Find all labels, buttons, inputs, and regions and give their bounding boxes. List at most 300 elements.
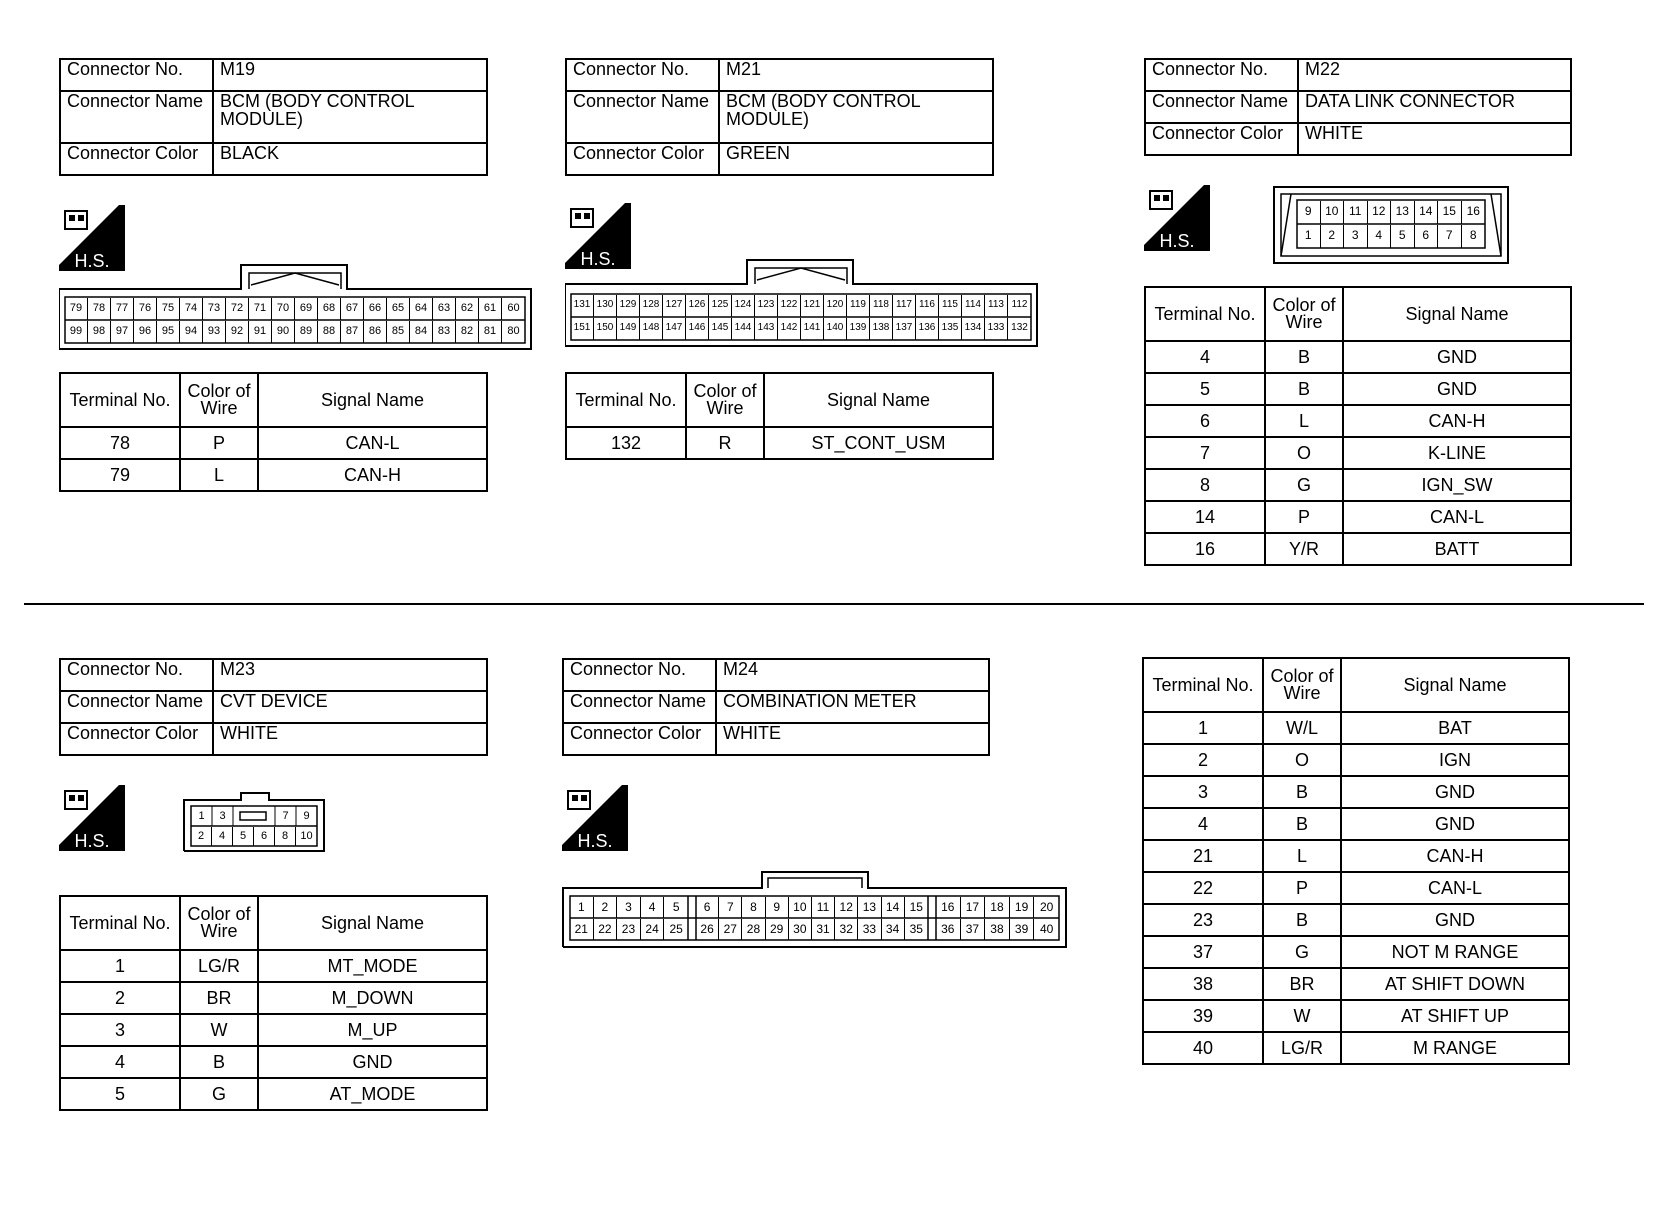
signal-name-header: Signal Name bbox=[1341, 658, 1569, 712]
pin: 26 bbox=[696, 919, 719, 940]
pin: 19 bbox=[1010, 897, 1035, 918]
pin: 84 bbox=[410, 321, 433, 343]
pin: 7 bbox=[1438, 225, 1462, 248]
pin: 92 bbox=[226, 321, 249, 343]
wire-color: B bbox=[180, 1046, 258, 1078]
wire-color: W/L bbox=[1263, 712, 1341, 744]
terminal-no: 14 bbox=[1145, 501, 1265, 533]
m22-connector-name: DATA LINK CONNECTOR bbox=[1298, 91, 1571, 123]
pin: 80 bbox=[507, 325, 520, 337]
m24-pins-bottom-b bbox=[696, 919, 928, 940]
hs-icon bbox=[59, 785, 125, 851]
terminal-no: 2 bbox=[60, 982, 180, 1014]
pin: 73 bbox=[203, 298, 226, 320]
terminal-no: 38 bbox=[1143, 968, 1263, 1000]
wire-label: Wire bbox=[1285, 312, 1323, 332]
color-of-wire-header bbox=[686, 373, 764, 427]
pin: 71 bbox=[249, 298, 272, 320]
connector-name-label: Connector Name bbox=[566, 91, 719, 143]
wire-color: B bbox=[1263, 808, 1341, 840]
terminal-no: 7 bbox=[1145, 437, 1265, 469]
pin: 24 bbox=[641, 919, 665, 940]
pin: 99 bbox=[65, 321, 88, 343]
terminal-no: 132 bbox=[566, 427, 686, 459]
wire-color: L bbox=[1265, 405, 1343, 437]
pin: 96 bbox=[134, 321, 157, 343]
m24-info-table bbox=[562, 658, 990, 756]
wire-color: G bbox=[1265, 469, 1343, 501]
pin: 121 bbox=[801, 295, 824, 317]
terminal-no: 79 bbox=[60, 459, 180, 491]
connector-no-label: Connector No. bbox=[566, 59, 719, 91]
terminal-no: 1 bbox=[60, 950, 180, 982]
m23-connector-diagram bbox=[183, 792, 325, 852]
signal-name-header: Signal Name bbox=[258, 373, 487, 427]
pin: 2 bbox=[1321, 225, 1345, 248]
pin: 11 bbox=[812, 897, 835, 918]
wire-color: B bbox=[1263, 904, 1341, 936]
connector-color-label: Connector Color bbox=[563, 723, 716, 755]
m22-connector-diagram bbox=[1273, 186, 1509, 264]
table-row bbox=[60, 982, 487, 1014]
pin: 1 bbox=[198, 810, 205, 822]
table-row bbox=[1143, 712, 1569, 744]
m21-connector-diagram bbox=[565, 258, 1039, 348]
wire-color: O bbox=[1263, 744, 1341, 776]
signal-name: GND bbox=[1341, 776, 1569, 808]
table-row bbox=[1145, 533, 1571, 565]
terminal-no: 4 bbox=[60, 1046, 180, 1078]
terminal-no: 3 bbox=[1143, 776, 1263, 808]
pin: 91 bbox=[249, 321, 272, 343]
wire-color: W bbox=[180, 1014, 258, 1046]
wire-color: O bbox=[1265, 437, 1343, 469]
signal-name: IGN bbox=[1341, 744, 1569, 776]
color-of-wire-header bbox=[1265, 287, 1343, 341]
m22-connector-no: M22 bbox=[1298, 59, 1571, 91]
m19-pins-top bbox=[65, 298, 525, 320]
signal-name: BATT bbox=[1343, 533, 1571, 565]
m19-connector-no: M19 bbox=[213, 59, 487, 91]
pin: 15 bbox=[909, 900, 923, 914]
pin: 28 bbox=[742, 919, 765, 940]
pin: 20 bbox=[1039, 900, 1054, 914]
connector-no-label: Connector No. bbox=[60, 59, 213, 91]
signal-name: CAN-L bbox=[1341, 872, 1569, 904]
table-row bbox=[1143, 1032, 1569, 1064]
table-row bbox=[60, 427, 487, 459]
m24-terminal-table bbox=[1142, 657, 1570, 1065]
pin: 15 bbox=[1438, 201, 1462, 224]
m21-pins-bottom bbox=[571, 318, 1031, 340]
hs-icon bbox=[1144, 185, 1210, 251]
pin: 63 bbox=[433, 298, 456, 320]
wire-color: P bbox=[180, 427, 258, 459]
m24-pins-top-a bbox=[570, 897, 688, 918]
table-row bbox=[1143, 904, 1569, 936]
color-of-wire-header bbox=[180, 373, 258, 427]
m22-pins-bottom bbox=[1297, 225, 1485, 248]
terminal-no-header: Terminal No. bbox=[1145, 287, 1265, 341]
pin: 65 bbox=[387, 298, 410, 320]
pin: 124 bbox=[732, 295, 755, 317]
signal-name: CAN-H bbox=[258, 459, 487, 491]
pin: 13 bbox=[858, 897, 881, 918]
signal-name: MT_MODE bbox=[258, 950, 487, 982]
m22-pins-top bbox=[1297, 201, 1485, 224]
pin: 76 bbox=[134, 298, 157, 320]
table-row bbox=[1143, 744, 1569, 776]
terminal-no-header: Terminal No. bbox=[1143, 658, 1263, 712]
wire-color: LG/R bbox=[180, 950, 258, 982]
color-of-wire-header bbox=[180, 896, 258, 950]
pin: 83 bbox=[433, 321, 456, 343]
terminal-no: 5 bbox=[1145, 373, 1265, 405]
connector-no-label: Connector No. bbox=[60, 659, 213, 691]
pin: 14 bbox=[1415, 201, 1439, 224]
pin: 29 bbox=[766, 919, 789, 940]
pin: 140 bbox=[824, 318, 847, 340]
terminal-no-header: Terminal No. bbox=[566, 373, 686, 427]
connector-name-label: Connector Name bbox=[563, 691, 716, 723]
pin: 13 bbox=[1391, 201, 1415, 224]
pin: 147 bbox=[663, 318, 686, 340]
m21-terminal-table bbox=[565, 372, 994, 460]
m24-pins-bottom-c bbox=[936, 919, 1059, 940]
pin: 31 bbox=[812, 919, 835, 940]
pin: 88 bbox=[318, 321, 341, 343]
m23-terminal-table bbox=[59, 895, 488, 1111]
table-row bbox=[1145, 501, 1571, 533]
signal-name: GND bbox=[258, 1046, 487, 1078]
pin: 86 bbox=[364, 321, 387, 343]
terminal-no: 4 bbox=[1145, 341, 1265, 373]
connector-no-label: Connector No. bbox=[1145, 59, 1298, 91]
pin: 17 bbox=[961, 897, 986, 918]
pin: 60 bbox=[507, 302, 520, 314]
pin: 9 bbox=[303, 810, 310, 822]
pin: 9 bbox=[1297, 201, 1321, 224]
m24-connector-no: M24 bbox=[716, 659, 989, 691]
pin: 32 bbox=[835, 919, 858, 940]
pin: 9 bbox=[766, 897, 789, 918]
m24-connector-name: COMBINATION METER bbox=[716, 691, 989, 723]
wire-color: B bbox=[1265, 341, 1343, 373]
pin: 8 bbox=[275, 827, 296, 846]
terminal-no: 8 bbox=[1145, 469, 1265, 501]
terminal-no-header: Terminal No. bbox=[60, 373, 180, 427]
signal-name: GND bbox=[1343, 373, 1571, 405]
pin: 93 bbox=[203, 321, 226, 343]
wire-label: Wire bbox=[200, 921, 238, 941]
pin: 90 bbox=[272, 321, 295, 343]
terminal-no: 21 bbox=[1143, 840, 1263, 872]
table-row bbox=[60, 1046, 487, 1078]
wire-color: Y/R bbox=[1265, 533, 1343, 565]
table-row bbox=[60, 459, 487, 491]
connector-color-label: Connector Color bbox=[60, 143, 213, 175]
m21-connector-name: BCM (BODY CONTROL MODULE) bbox=[719, 91, 993, 143]
pin: 34 bbox=[882, 919, 905, 940]
pin: 74 bbox=[180, 298, 203, 320]
terminal-no: 16 bbox=[1145, 533, 1265, 565]
terminal-no-header: Terminal No. bbox=[60, 896, 180, 950]
pin: 61 bbox=[479, 298, 502, 320]
terminal-no: 3 bbox=[60, 1014, 180, 1046]
pin: 10 bbox=[789, 897, 812, 918]
connector-name-label: Connector Name bbox=[60, 91, 213, 143]
pin: 115 bbox=[939, 295, 962, 317]
table-row bbox=[1143, 936, 1569, 968]
pin: 151 bbox=[571, 318, 594, 340]
connector-color-label: Connector Color bbox=[566, 143, 719, 175]
pin: 1 bbox=[570, 897, 594, 918]
m19-connector-diagram bbox=[59, 263, 533, 351]
pin: 4 bbox=[641, 897, 665, 918]
table-row bbox=[1143, 872, 1569, 904]
color-of-label: Color of bbox=[187, 381, 251, 401]
pin: 72 bbox=[226, 298, 249, 320]
pin: 148 bbox=[640, 318, 663, 340]
pin: 1 bbox=[1297, 225, 1321, 248]
signal-name: M RANGE bbox=[1341, 1032, 1569, 1064]
table-row bbox=[1143, 808, 1569, 840]
terminal-no: 39 bbox=[1143, 1000, 1263, 1032]
m24-pins-top-c bbox=[936, 897, 1059, 918]
pin: 16 bbox=[936, 897, 961, 918]
signal-name-header: Signal Name bbox=[258, 896, 487, 950]
signal-name-header: Signal Name bbox=[764, 373, 993, 427]
pin: 64 bbox=[410, 298, 433, 320]
pin: 22 bbox=[594, 919, 618, 940]
color-of-wire-header bbox=[1263, 658, 1341, 712]
table-row bbox=[1145, 469, 1571, 501]
pin: 126 bbox=[686, 295, 709, 317]
pin: 79 bbox=[65, 298, 88, 320]
pin: 142 bbox=[778, 318, 801, 340]
hs-icon bbox=[562, 785, 628, 851]
pin: 6 bbox=[696, 897, 719, 918]
pin: 138 bbox=[870, 318, 893, 340]
table-row bbox=[60, 1014, 487, 1046]
hs-icon bbox=[59, 205, 125, 271]
signal-name: GND bbox=[1341, 904, 1569, 936]
pin: 33 bbox=[858, 919, 881, 940]
connector-color-label: Connector Color bbox=[60, 723, 213, 755]
m23-connector-no: M23 bbox=[213, 659, 487, 691]
pin: 141 bbox=[801, 318, 824, 340]
m23-pins-bottom bbox=[191, 827, 317, 846]
pin: 27 bbox=[719, 919, 742, 940]
pin: 38 bbox=[985, 919, 1010, 940]
pin: 10 bbox=[300, 830, 313, 842]
pin: 149 bbox=[617, 318, 640, 340]
pin: 2 bbox=[191, 827, 212, 846]
pin: 12 bbox=[835, 897, 858, 918]
pin: 3 bbox=[219, 810, 226, 822]
terminal-no: 1 bbox=[1143, 712, 1263, 744]
pin: 134 bbox=[962, 318, 985, 340]
pin: 2 bbox=[594, 897, 618, 918]
hs-label: H.S. bbox=[74, 831, 110, 851]
pin: 128 bbox=[640, 295, 663, 317]
pin: 85 bbox=[387, 321, 410, 343]
terminal-no: 40 bbox=[1143, 1032, 1263, 1064]
pin: 98 bbox=[88, 321, 111, 343]
signal-name: GND bbox=[1343, 341, 1571, 373]
m23-info-table bbox=[59, 658, 488, 756]
connector-color-label: Connector Color bbox=[1145, 123, 1298, 155]
m24-connector-diagram bbox=[562, 870, 1067, 948]
table-row bbox=[1143, 1000, 1569, 1032]
pin: 8 bbox=[742, 897, 765, 918]
wire-label: Wire bbox=[1283, 683, 1321, 703]
m19-terminal-table bbox=[59, 372, 488, 492]
wire-color: L bbox=[1263, 840, 1341, 872]
table-row bbox=[1143, 968, 1569, 1000]
m23-connector-color: WHITE bbox=[213, 723, 487, 755]
pin: 68 bbox=[318, 298, 341, 320]
pin: 8 bbox=[1469, 228, 1477, 242]
m24-connector-color: WHITE bbox=[716, 723, 989, 755]
signal-name: CAN-L bbox=[258, 427, 487, 459]
pin: 125 bbox=[709, 295, 732, 317]
wire-color: B bbox=[1263, 776, 1341, 808]
pin: 97 bbox=[111, 321, 134, 343]
pin: 39 bbox=[1010, 919, 1035, 940]
signal-name: CAN-H bbox=[1341, 840, 1569, 872]
table-row bbox=[60, 950, 487, 982]
pin: 70 bbox=[272, 298, 295, 320]
m21-info-table bbox=[565, 58, 994, 176]
wire-color: G bbox=[180, 1078, 258, 1110]
pin: 21 bbox=[570, 919, 594, 940]
signal-name: AT SHIFT DOWN bbox=[1341, 968, 1569, 1000]
m22-info-table bbox=[1144, 58, 1572, 156]
terminal-no: 4 bbox=[1143, 808, 1263, 840]
wire-label: Wire bbox=[200, 398, 238, 418]
pin: 3 bbox=[617, 897, 641, 918]
pin: 82 bbox=[456, 321, 479, 343]
m23-connector-name: CVT DEVICE bbox=[213, 691, 487, 723]
terminal-no: 22 bbox=[1143, 872, 1263, 904]
pin: 135 bbox=[939, 318, 962, 340]
signal-name: AT_MODE bbox=[258, 1078, 487, 1110]
m19-connector-color: BLACK bbox=[213, 143, 487, 175]
pin: 146 bbox=[686, 318, 709, 340]
pin: 4 bbox=[1368, 225, 1392, 248]
pin: 130 bbox=[594, 295, 617, 317]
signal-name: M_DOWN bbox=[258, 982, 487, 1014]
signal-name: GND bbox=[1341, 808, 1569, 840]
pin: 67 bbox=[341, 298, 364, 320]
signal-name: M_UP bbox=[258, 1014, 487, 1046]
pin: 5 bbox=[233, 827, 254, 846]
terminal-no: 5 bbox=[60, 1078, 180, 1110]
terminal-no: 78 bbox=[60, 427, 180, 459]
signal-name-header: Signal Name bbox=[1343, 287, 1571, 341]
wire-color: G bbox=[1263, 936, 1341, 968]
pin: 120 bbox=[824, 295, 847, 317]
color-of-label: Color of bbox=[693, 381, 757, 401]
pin: 77 bbox=[111, 298, 134, 320]
m22-terminal-table bbox=[1144, 286, 1572, 566]
pin: 145 bbox=[709, 318, 732, 340]
hs-label: H.S. bbox=[1159, 231, 1195, 251]
connector-name-label: Connector Name bbox=[1145, 91, 1298, 123]
signal-name: CAN-H bbox=[1343, 405, 1571, 437]
wire-color: BR bbox=[180, 982, 258, 1014]
pin: 127 bbox=[663, 295, 686, 317]
connector-no-label: Connector No. bbox=[563, 659, 716, 691]
pin: 6 bbox=[254, 827, 275, 846]
pin: 78 bbox=[88, 298, 111, 320]
pin: 7 bbox=[282, 810, 289, 822]
m19-info-table bbox=[59, 58, 488, 176]
wire-color: B bbox=[1265, 373, 1343, 405]
pin: 95 bbox=[157, 321, 180, 343]
m21-connector-no: M21 bbox=[719, 59, 993, 91]
pin: 62 bbox=[456, 298, 479, 320]
pin: 137 bbox=[893, 318, 916, 340]
pin: 30 bbox=[789, 919, 812, 940]
color-of-label: Color of bbox=[1272, 295, 1336, 315]
pin: 122 bbox=[778, 295, 801, 317]
wire-color: W bbox=[1263, 1000, 1341, 1032]
pin: 12 bbox=[1368, 201, 1392, 224]
pin: 25 bbox=[669, 922, 683, 936]
pin: 40 bbox=[1039, 922, 1054, 936]
pin: 7 bbox=[719, 897, 742, 918]
pin: 132 bbox=[1011, 322, 1028, 333]
table-row bbox=[1145, 341, 1571, 373]
pin: 129 bbox=[617, 295, 640, 317]
signal-name: BAT bbox=[1341, 712, 1569, 744]
terminal-no: 2 bbox=[1143, 744, 1263, 776]
pin: 10 bbox=[1321, 201, 1345, 224]
hs-label: H.S. bbox=[577, 831, 613, 851]
wire-label: Wire bbox=[706, 398, 744, 418]
pin: 112 bbox=[1011, 299, 1028, 310]
signal-name: IGN_SW bbox=[1343, 469, 1571, 501]
signal-name: AT SHIFT UP bbox=[1341, 1000, 1569, 1032]
m24-pins-bottom-a bbox=[570, 919, 688, 940]
signal-name: NOT M RANGE bbox=[1341, 936, 1569, 968]
pin: 37 bbox=[961, 919, 986, 940]
connector-name-label: Connector Name bbox=[60, 691, 213, 723]
table-row bbox=[1143, 840, 1569, 872]
table-row bbox=[1143, 776, 1569, 808]
pin: 118 bbox=[870, 295, 893, 317]
terminal-no: 23 bbox=[1143, 904, 1263, 936]
pin: 81 bbox=[479, 321, 502, 343]
pin: 23 bbox=[617, 919, 641, 940]
wire-color: R bbox=[686, 427, 764, 459]
pin: 69 bbox=[295, 298, 318, 320]
pin: 119 bbox=[847, 295, 870, 317]
pin: 113 bbox=[985, 295, 1008, 317]
m19-pins-bottom bbox=[65, 321, 525, 343]
m21-pins-top bbox=[571, 295, 1031, 317]
pin: 5 bbox=[1391, 225, 1415, 248]
color-of-label: Color of bbox=[187, 904, 251, 924]
pin: 87 bbox=[341, 321, 364, 343]
m22-connector-color: WHITE bbox=[1298, 123, 1571, 155]
wire-color: BR bbox=[1263, 968, 1341, 1000]
pin: 3 bbox=[1344, 225, 1368, 248]
pin: 136 bbox=[916, 318, 939, 340]
color-of-label: Color of bbox=[1270, 666, 1334, 686]
